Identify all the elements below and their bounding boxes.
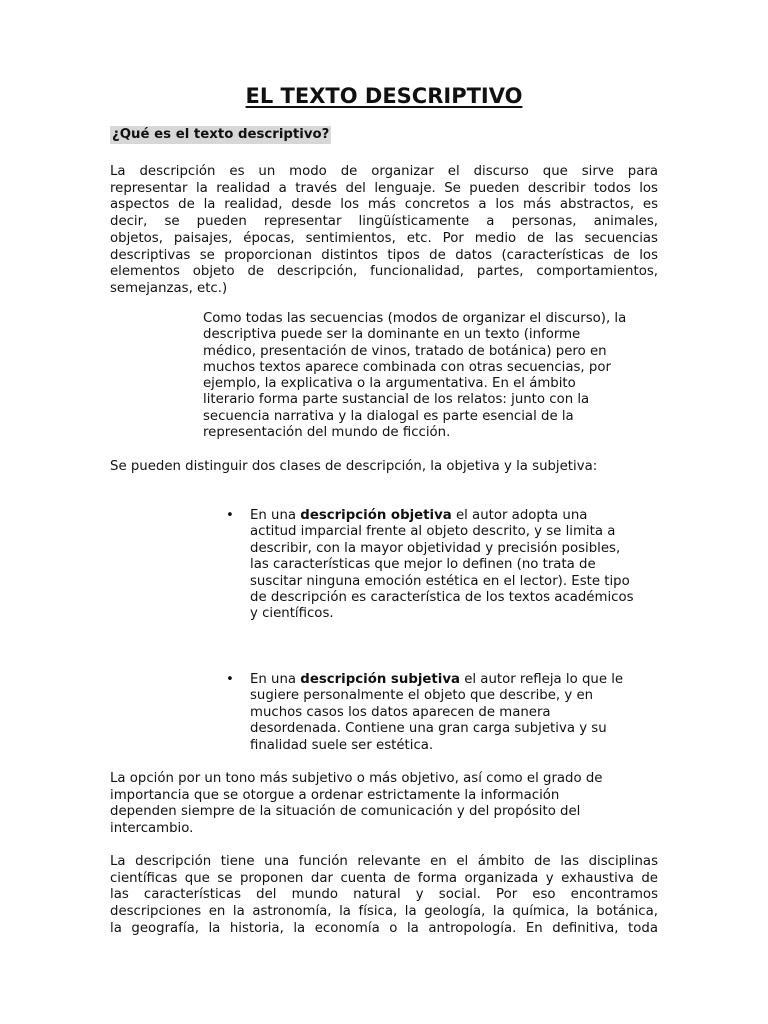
text-line: muchos textos aparece combinada con otras secuencias, por — [203, 359, 611, 375]
text-line: sugiere personalmente el objeto que describe, y en — [250, 688, 594, 704]
text-line — [250, 672, 670, 688]
text-line: objetos, paisajes, épocas, sentimientos, etc. Por medio de las secuencias — [110, 230, 658, 246]
section-heading — [110, 127, 331, 142]
section-heading-text: ¿Qué es el texto descriptivo? — [112, 127, 330, 142]
text-line: actitud imparcial frente al objeto descrito, y se limita a — [250, 524, 616, 540]
text-line: las características que mejor lo definen (no trata de — [250, 557, 596, 573]
text-fragment: el autor refleja lo que le — [459, 672, 624, 687]
text-line: La descripción tiene una función relevante en el ámbito de las disciplinas — [110, 854, 658, 869]
text-line: descripciones en la astronomía, la física, la geología, la química, la botánica, — [110, 904, 658, 920]
text-line: desordenada. Contiene una gran carga subjetiva y su — [250, 721, 607, 737]
text-line: la geografía, la historia, la economía o la antropología. En definitiva, toda — [110, 920, 658, 936]
page-title: EL TEXTO DESCRIPTIVO — [245, 84, 523, 108]
bold-term: descripción subjetiva — [300, 672, 460, 687]
text-line: de descripción es característica de los textos académicos — [250, 590, 634, 606]
text-line: intercambio. — [110, 821, 194, 837]
text-line: las características del mundo natural y social. Por eso encontramos — [110, 887, 658, 903]
text-fragment: En una — [250, 508, 301, 523]
bullet-icon: • — [226, 672, 234, 687]
text-line: semejanzas, etc.) — [110, 280, 228, 296]
text-line: representación del mundo de ficción. — [203, 425, 451, 441]
bold-term: descripción objetiva — [300, 508, 452, 523]
text-line: secuencia narrativa y la dialogal es parte esencial de la — [203, 408, 574, 424]
text-line: elementos objeto de descripción, funcionalidad, partes, comportamientos, — [110, 264, 658, 280]
text-line: La opción por un tono más subjetivo o más objetivo, así como el grado de — [110, 771, 603, 786]
function-paragraph — [110, 854, 658, 938]
text-line: y científicos. — [250, 606, 334, 622]
text-line: muchos casos los datos aparecen de manera — [250, 704, 551, 720]
intro-paragraph — [110, 164, 658, 298]
text-line: describir, con la mayor objetividad y precisión posibles, — [250, 540, 621, 556]
text-line: finalidad suele ser estética. — [250, 737, 434, 753]
text-line: literario forma parte sustancial de los relatos: junto con la — [203, 392, 590, 408]
text-line: científicas que se proponen dar cuenta de forma organizada y exhaustiva de — [110, 870, 658, 886]
option-paragraph — [110, 771, 630, 838]
text-line: descriptiva puede ser la dominante en un texto (informe — [203, 327, 581, 343]
text-line: descriptivas se proporcionan distintos tipos de datos (características de los — [110, 247, 658, 263]
text-line: médico, presentación de vinos, tratado de botánica) pero en — [203, 343, 607, 359]
text-line: aspectos de la realidad, desde los más concretos a los más abstractos, es — [110, 197, 658, 213]
text-line — [250, 508, 670, 524]
text-line: representar la realidad a través del lenguaje. Se pueden describir todos los — [110, 180, 658, 196]
text-line: decir, se pueden representar lingüísticamente a personas, animales, — [110, 214, 658, 230]
text-line: suscitar ninguna emoción estética en el lector). Este tipo — [250, 573, 630, 589]
text-fragment: el autor adopta una — [451, 508, 588, 523]
text-line: dependen siempre de la situación de comunicación y del propósito del — [110, 804, 581, 820]
text-fragment: En una — [250, 672, 301, 687]
classes-intro: Se pueden distinguir dos clases de descripción, la objetiva y la subjetiva: — [110, 459, 598, 474]
indented-paragraph — [203, 311, 665, 441]
list-item-subjective — [226, 672, 670, 754]
text-line: ejemplo, la explicativa o la argumentativa. En el ámbito — [203, 376, 576, 392]
text-line: importancia que se otorgue a ordenar estrictamente la información — [110, 787, 560, 803]
text-line: Como todas las secuencias (modos de organizar el discurso), la — [203, 311, 627, 326]
text-line: La descripción es un modo de organizar el discurso que sirve para — [110, 164, 658, 179]
list-item-objective — [226, 508, 670, 623]
bullet-icon: • — [226, 508, 234, 523]
